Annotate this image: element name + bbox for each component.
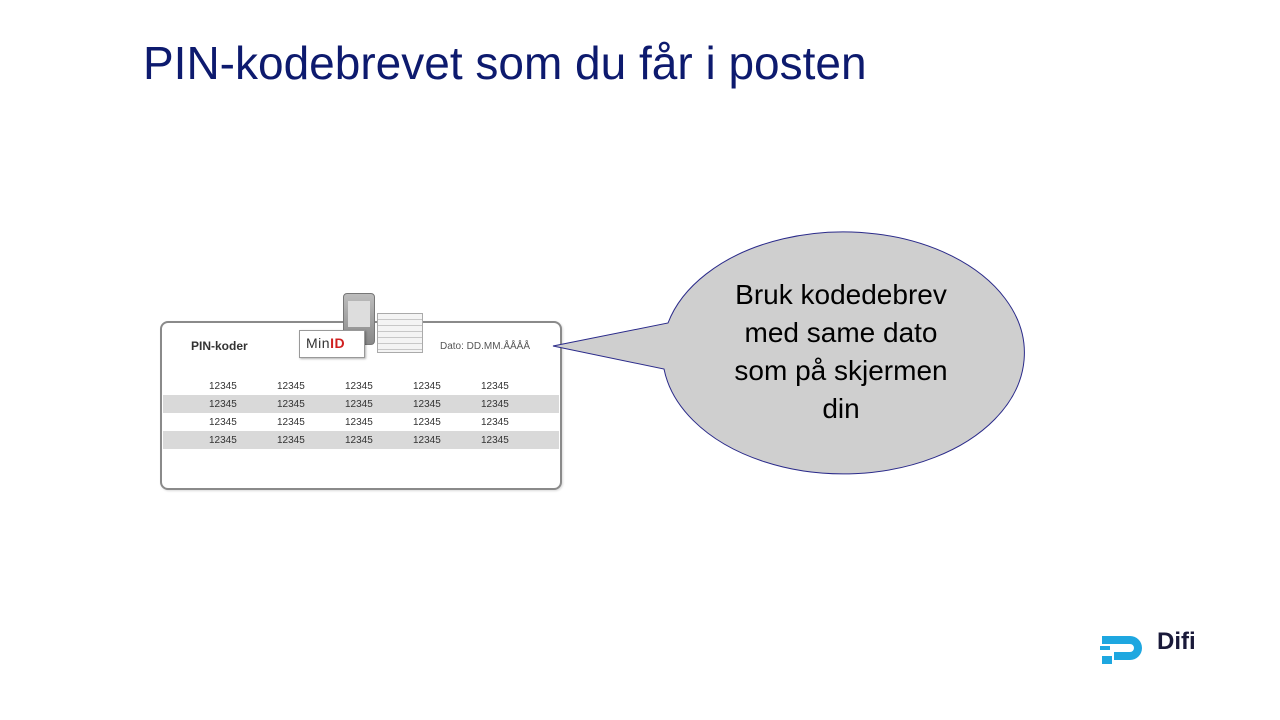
callout-line: din [822, 393, 860, 424]
code-cell: 12345 [345, 380, 373, 392]
code-cell: 12345 [481, 416, 509, 428]
callout-line: Bruk kodedebrev [735, 279, 947, 310]
code-cell: 12345 [277, 380, 305, 392]
minid-accent: ID [330, 335, 346, 351]
code-cell: 12345 [345, 434, 373, 446]
code-cell: 12345 [345, 398, 373, 410]
minid-prefix: Min [306, 335, 331, 351]
code-cell: 12345 [481, 398, 509, 410]
code-cell: 12345 [277, 398, 305, 410]
letter-heading: PIN-koder [191, 339, 248, 353]
code-cell: 12345 [209, 398, 237, 410]
callout-line: med same dato [744, 317, 938, 348]
callout-text [690, 276, 992, 428]
code-cell: 12345 [413, 416, 441, 428]
code-cell: 12345 [413, 398, 441, 410]
callout-line: som på skjermen [734, 355, 948, 386]
code-cell: 12345 [277, 416, 305, 428]
code-cell: 12345 [209, 416, 237, 428]
slide-title: PIN-kodebrevet som du får i posten [143, 37, 867, 89]
code-cell: 12345 [413, 434, 441, 446]
code-cell: 12345 [481, 380, 509, 392]
difi-logo-text: Difi [1157, 628, 1196, 655]
code-cell: 12345 [413, 380, 441, 392]
code-cell: 12345 [345, 416, 373, 428]
letter-date: Dato: DD.MM.ÅÅÅÅ [440, 341, 531, 352]
code-cell: 12345 [277, 434, 305, 446]
code-cell: 12345 [481, 434, 509, 446]
code-cell: 12345 [209, 434, 237, 446]
code-cell: 12345 [209, 380, 237, 392]
